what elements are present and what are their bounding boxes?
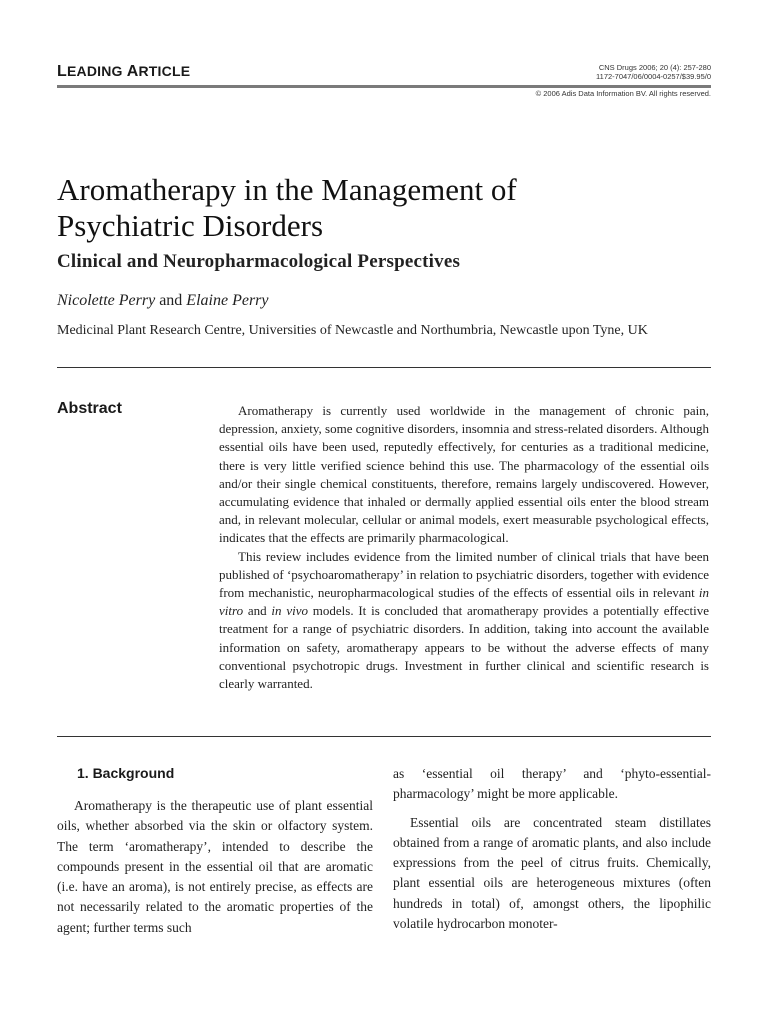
section-divider	[57, 736, 711, 737]
body-paragraph: as ‘essential oil therapy’ and ‘phyto-essential-pharmacology’ might be more applicable.	[393, 766, 711, 802]
journal-citation	[596, 63, 711, 81]
author-joiner: and	[155, 292, 187, 309]
body-paragraph: Aromatherapy is the therapeutic use of plant essential oils, whether absorbed via the skin or olfactory system. The term ‘aromatherapy’, intended to describe the compounds present in the essential oil that are aromatic (i.e. have an aroma), is not entirely precise, as effects are not necessarily related to the aromatic properties of the agent; further terms such	[57, 798, 373, 935]
abstract-paragraph: Aromatherapy is currently used worldwide in the management of chronic pain, depression, anxiety, some cognitive disorders, insomnia and stress-related disorders. Although essential oils have been used, reputedly effectively, for centuries as a traditional medicine, there is very little verified science behind this use. The pharmacology of the essential oils and/or their single chemical constituents, therefore, remains largely undiscovered. However, accumulating evidence that inhaled or dermally applied essential oils enter the blood stream and, in relevant molecular, cellular or animal models, exert measurable psychological effects, indicates that the effects are primarily pharmacological.	[219, 403, 709, 546]
article-title	[57, 172, 717, 244]
title-line-1: Aromatherapy in the Management of	[57, 172, 517, 207]
section-heading: 1. Background	[77, 765, 175, 781]
author-name: Elaine Perry	[186, 292, 269, 309]
journal-citation-line: CNS Drugs 2006; 20 (4): 257-280	[598, 63, 711, 72]
author-affiliation: Medicinal Plant Research Centre, Universities of Newcastle and Northumbria, Newcastle upon Tyne, UK	[57, 323, 648, 338]
body-column-right	[393, 764, 711, 934]
article-type-label: LEADING ARTICLE	[57, 63, 191, 80]
title-line-2: Psychiatric Disorders	[57, 208, 324, 243]
journal-issn-line: 1172-7047/06/0004-0257/$39.95/0	[596, 72, 711, 81]
abstract-body	[219, 402, 709, 693]
author-list	[57, 292, 269, 310]
abstract-paragraph: This review includes evidence from the limited number of clinical trials that have been published of ‘psychoaromatherapy’ in relation to psychiatric disorders, together with evidence from mechanistic, neuropharmacological studies of the effects of essential oils in relevant in vitro and in vivo models. It is concluded that aromatherapy provides a potentially effective treatment for a range of psychiatric disorders. In addition, taking into account the available information on safety, aromatherapy appears to be without the adverse effects of many conventional psychotropic drugs. Investment in further clinical and scientific research is clearly warranted.	[219, 548, 709, 692]
body-paragraph: Essential oils are concentrated steam distillates obtained from a range of aromatic plants, and also include expressions from the peel of citrus fruits. Chemically, plant essential oils are heterogeneous mixtures (often hundreds in total) of, amongst others, the lipophilic volatile hydrocarbon monoter-	[393, 814, 711, 932]
copyright-notice: © 2006 Adis Data Information BV. All rights reserved.	[535, 89, 711, 98]
article-subtitle: Clinical and Neuropharmacological Perspectives	[57, 251, 461, 272]
body-column-left	[57, 796, 373, 938]
section-divider	[57, 367, 711, 368]
header-rule	[57, 85, 711, 88]
author-name: Nicolette Perry	[57, 292, 156, 309]
abstract-heading: Abstract	[57, 400, 122, 417]
